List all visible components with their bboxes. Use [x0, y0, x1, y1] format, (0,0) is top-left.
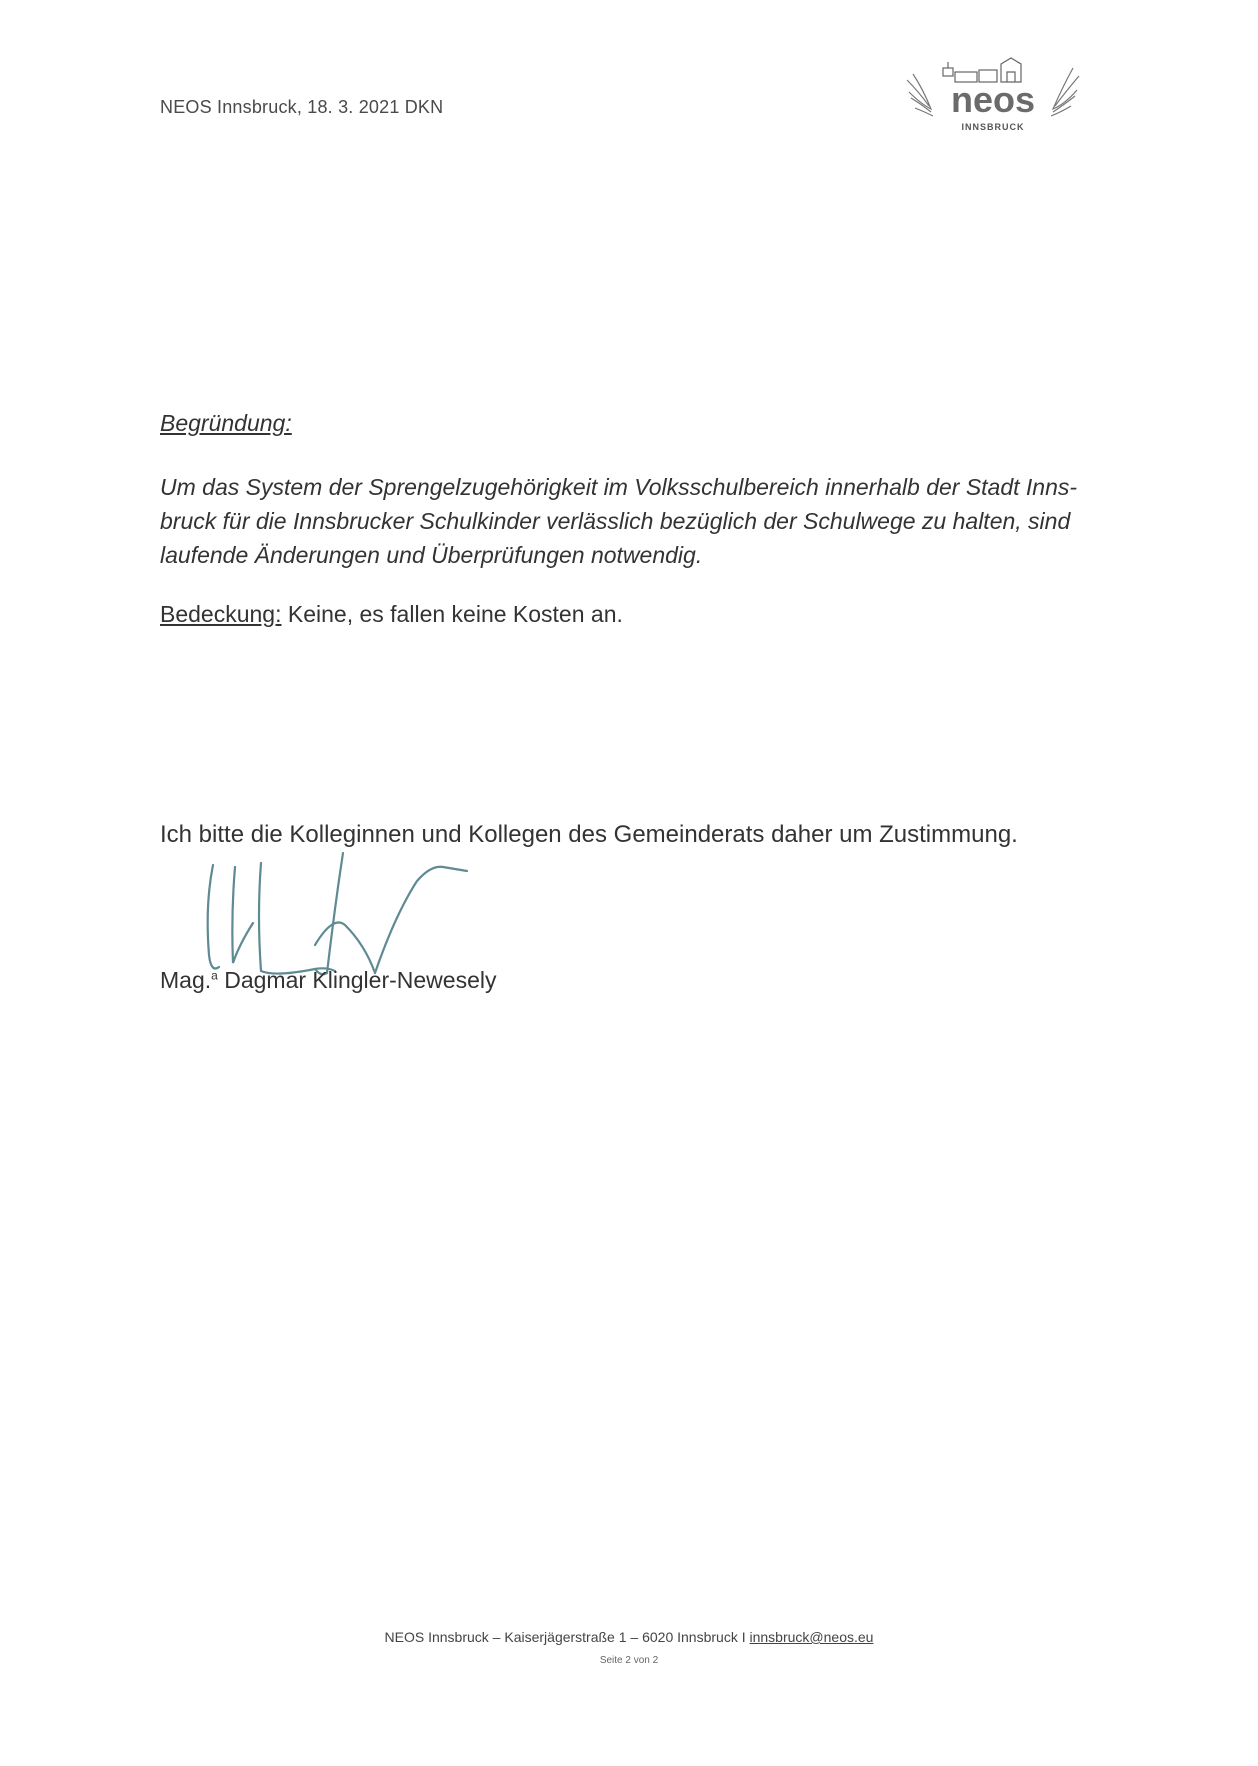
coverage-text: Keine, es fallen keine Kosten an. [281, 601, 623, 627]
justification-heading: Begründung: [160, 410, 292, 436]
handwritten-signature [195, 845, 505, 985]
logo-subtitle: INNSBRUCK [961, 122, 1025, 132]
signer-title: Mag. [160, 967, 212, 993]
coverage-label: Bedeckung: [160, 601, 282, 627]
footer-email-link[interactable]: innsbruck@neos.eu [749, 1629, 874, 1645]
footer-address-text: NEOS Innsbruck – Kaiserjägerstraße 1 – 6020 Innsbruck I [384, 1629, 750, 1645]
coverage-line [160, 601, 623, 628]
signer-title-sup: a [211, 968, 218, 983]
justification-body: Um das System der Sprengelzugehörigkeit im Volksschulbereich innerhalb der Stadt Inns-bruck für die Innsbrucker Schulkinder verlässlich bezüglich der Schulwege zu halten, sind laufende Änderungen und Überprüfungen notwendig. [160, 474, 1078, 568]
signer-name [160, 967, 496, 994]
signer-fullname: Dagmar Klingler-Newesely [217, 967, 497, 993]
footer-address [0, 1629, 1258, 1645]
header-place-date: NEOS Innsbruck, 18. 3. 2021 DKN [160, 97, 444, 117]
logo-wordmark: neos [950, 79, 1036, 120]
closing-request: Ich bitte die Kolleginnen und Kollegen des Gemeinderats daher um Zustimmung. [160, 821, 1018, 848]
neos-logo [903, 54, 1083, 140]
page-number: Seite 2 von 2 [599, 1655, 659, 1666]
